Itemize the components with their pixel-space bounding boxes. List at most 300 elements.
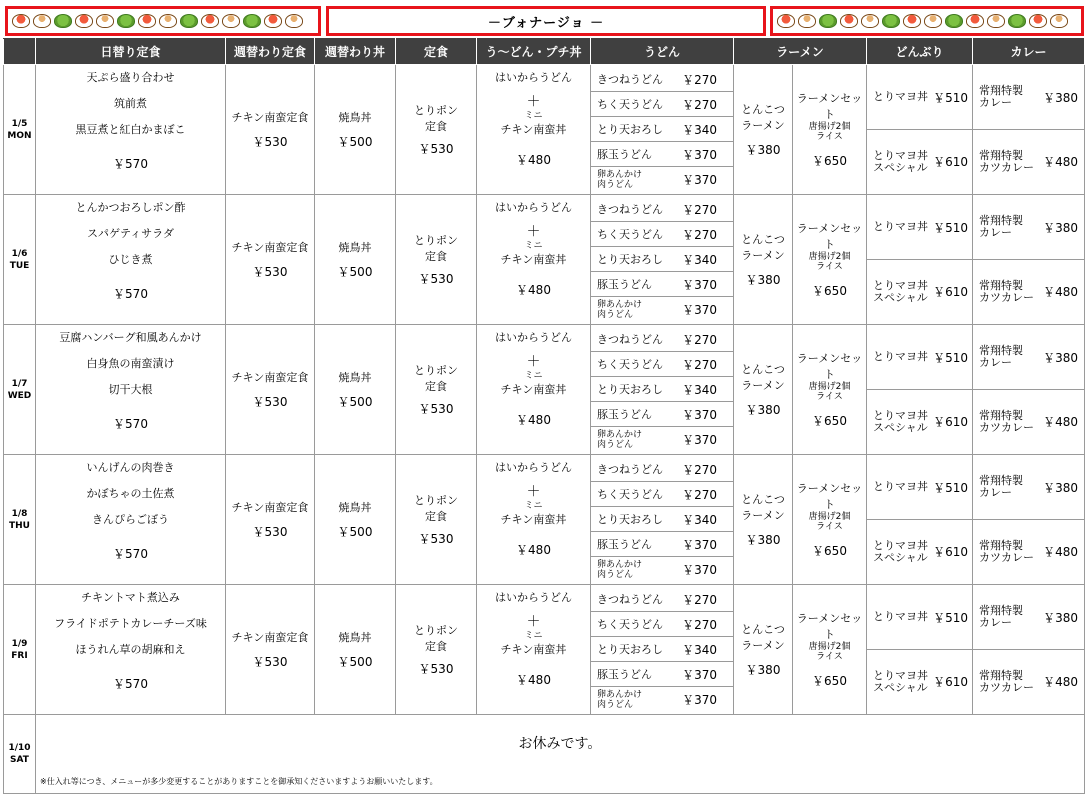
udon-name: ちく天うどん (597, 488, 663, 501)
daily-dish: 天ぷら盛り合わせ (86, 71, 175, 84)
sushi-icon (201, 14, 219, 28)
udon-item (591, 352, 733, 377)
ramen-set-name: ラーメンセット (796, 92, 863, 121)
udon-combo-side: チキン南蛮丼 (500, 383, 567, 396)
ramen-tonkotsu-cell (734, 585, 793, 715)
donburi-price: ￥510 (933, 220, 968, 235)
ramen-set-price: ￥650 (812, 544, 847, 558)
udon-price: ￥370 (682, 277, 717, 292)
curry-price: ￥480 (1043, 415, 1078, 429)
teishoku-cell (396, 455, 477, 585)
udon-list-cell (591, 455, 734, 585)
curry-price: ￥480 (1043, 545, 1078, 559)
udon-item (591, 67, 733, 92)
header-udon-combo: う～どん・プチ丼 (477, 39, 591, 65)
udon-combo-cell (477, 195, 591, 325)
daily-price: ￥570 (113, 677, 148, 691)
plus-sign: ＋ (526, 94, 541, 110)
donburi-item (867, 130, 972, 194)
menu-change-note: ※仕入れ等につき、メニューが多少変更することがありますことを御承知くださいますようお願いいたします。 (40, 777, 438, 786)
ramen-set-karaage: 唐揚げ2個 (808, 512, 851, 522)
udon-combo-main: はいからうどん (495, 71, 572, 84)
udon-combo-mini: ミニ (524, 371, 543, 381)
donburi-cell (867, 455, 973, 585)
udon-name: 豚玉うどん (597, 538, 652, 551)
curry-price: ￥480 (1043, 675, 1078, 689)
sushi-icon (945, 14, 963, 28)
teishoku-price: ￥530 (418, 532, 454, 546)
curry-price: ￥480 (1043, 285, 1078, 299)
sushi-icon (75, 14, 93, 28)
curry-item (973, 260, 1084, 324)
weekly-set-name: チキン南蛮定食 (231, 631, 309, 644)
udon-list (591, 67, 733, 192)
udon-price: ￥270 (682, 72, 717, 87)
header-weekly-set: 週替わり定食 (226, 39, 315, 65)
header-teishoku: 定食 (396, 39, 477, 65)
udon-name: 豚玉うどん (597, 148, 652, 161)
donburi-price: ￥610 (933, 415, 968, 429)
udon-item (591, 637, 733, 662)
donburi-item (867, 650, 972, 714)
weekly-don-cell (315, 195, 396, 325)
udon-name: きつねうどん (597, 73, 663, 86)
sushi-icon (840, 14, 858, 28)
curry-cell (973, 585, 1085, 715)
curry-cell (973, 65, 1085, 195)
day-label (4, 585, 36, 715)
udon-list (591, 197, 733, 322)
ramen-set-name: ラーメンセット (796, 222, 863, 251)
donburi-item (867, 326, 972, 390)
header-daily-set: 日替り定食 (36, 39, 226, 65)
donburi-name: とりマヨ丼 スペシャル (873, 148, 928, 174)
udon-price: ￥370 (682, 537, 717, 552)
teishoku-cell (396, 195, 477, 325)
weekly-set-price: ￥530 (252, 395, 288, 409)
curry-name: 常翔特製 カツカレー (979, 148, 1034, 174)
header-curry: カレー (973, 39, 1085, 65)
ramen-set-price: ￥650 (812, 154, 847, 168)
udon-item (591, 482, 733, 507)
sushi-icon (33, 14, 51, 28)
sushi-icon (12, 14, 30, 28)
sushi-icon (117, 14, 135, 28)
day-row (4, 65, 1085, 195)
udon-name: 卵あんかけ 肉うどん (597, 169, 643, 190)
udon-list-cell (591, 325, 734, 455)
udon-price: ￥270 (682, 617, 717, 632)
donburi-price: ￥510 (933, 610, 968, 625)
daily-dish: かぼちゃの土佐煮 (86, 487, 175, 500)
weekly-set-cell (226, 455, 315, 585)
curry-name: 常翔特製 カツカレー (979, 538, 1034, 564)
ramen-tonkotsu-cell (734, 65, 793, 195)
curry-cell (973, 325, 1085, 455)
udon-combo-main: はいからうどん (495, 331, 572, 344)
teishoku-cell (396, 325, 477, 455)
udon-price: ￥370 (682, 667, 717, 682)
donburi-item (867, 260, 972, 324)
holiday-cell (36, 715, 1085, 794)
udon-price: ￥370 (682, 433, 717, 447)
ramen-tonkotsu-name: とんこつ ラーメン (741, 233, 785, 262)
weekly-set-cell (226, 195, 315, 325)
udon-name: 豚玉うどん (597, 668, 652, 681)
udon-item (591, 272, 733, 297)
udon-item (591, 92, 733, 117)
daily-dish: チキントマト煮込み (81, 591, 180, 604)
udon-list (591, 327, 733, 452)
teishoku-cell (396, 65, 477, 195)
udon-name: ちく天うどん (597, 228, 663, 241)
plus-sign: ＋ (526, 354, 541, 370)
udon-name: ちく天うどん (597, 618, 663, 631)
daily-dish: いんげんの肉巻き (86, 461, 175, 474)
ramen-set-rice: ライス (816, 132, 843, 142)
udon-list-cell (591, 65, 734, 195)
donburi-item (867, 390, 972, 454)
donburi-name: とりマヨ丼 スペシャル (873, 538, 928, 564)
weekly-set-price: ￥530 (252, 655, 288, 669)
sushi-icon (264, 14, 282, 28)
ramen-tonkotsu-name: とんこつ ラーメン (741, 103, 785, 132)
header-weekly-don: 週替わり丼 (315, 39, 396, 65)
teishoku-name: とりポン 定食 (414, 104, 458, 133)
sushi-icon (861, 14, 879, 28)
donburi-item (867, 456, 972, 520)
curry-name: 常翔特製 カツカレー (979, 408, 1034, 434)
udon-combo-cell (477, 325, 591, 455)
column-header-row (4, 39, 1085, 65)
weekly-set-name: チキン南蛮定食 (231, 111, 309, 124)
weekly-don-name: 焼鳥丼 (338, 371, 372, 384)
udon-item (591, 402, 733, 427)
ramen-tonkotsu-price: ￥380 (745, 403, 781, 417)
weekly-set-name: チキン南蛮定食 (231, 241, 309, 254)
curry-item (973, 650, 1084, 714)
donburi-price: ￥610 (933, 545, 968, 559)
donburi-item (867, 520, 972, 584)
plus-sign: ＋ (526, 224, 541, 240)
donburi-name: とりマヨ丼 (873, 220, 928, 233)
day-row (4, 585, 1085, 715)
weekly-don-price: ￥500 (337, 525, 373, 539)
banner-decoration-right (770, 6, 1084, 36)
donburi-item (867, 66, 972, 130)
sushi-icon (180, 14, 198, 28)
udon-combo-price: ￥480 (516, 153, 551, 167)
udon-name: 豚玉うどん (597, 408, 652, 421)
donburi-price: ￥510 (933, 90, 968, 105)
udon-list (591, 457, 733, 582)
curry-name: 常翔特製 カレー (979, 214, 1023, 239)
donburi-name: とりマヨ丼 スペシャル (873, 668, 928, 694)
teishoku-price: ￥530 (418, 402, 454, 416)
ramen-tonkotsu-price: ￥380 (745, 143, 781, 157)
curry-item (973, 390, 1084, 454)
udon-item (591, 457, 733, 482)
weekly-don-price: ￥500 (337, 135, 373, 149)
curry-name: 常翔特製 カレー (979, 84, 1023, 109)
donburi-cell (867, 325, 973, 455)
day-label (4, 195, 36, 325)
donburi-item (867, 586, 972, 650)
weekly-menu-table (3, 38, 1085, 794)
udon-price: ￥270 (682, 357, 717, 372)
day-date: 1/6 (11, 248, 28, 259)
daily-dish: 切干大根 (108, 383, 153, 396)
daily-price: ￥570 (113, 547, 148, 561)
udon-combo-mini: ミニ (524, 631, 543, 641)
udon-combo-price: ￥480 (516, 283, 551, 297)
ramen-tonkotsu-price: ￥380 (745, 273, 781, 287)
udon-list (591, 587, 733, 712)
udon-combo-cell (477, 455, 591, 585)
udon-combo-side: チキン南蛮丼 (500, 513, 567, 526)
sushi-icon (1050, 14, 1068, 28)
sushi-icon (222, 14, 240, 28)
sushi-icon (1029, 14, 1047, 28)
weekly-set-cell (226, 325, 315, 455)
daily-dish: 筑前煮 (114, 97, 147, 110)
udon-price: ￥340 (682, 512, 717, 527)
daily-dish: ひじき煮 (108, 253, 153, 266)
day-of-week: MON (7, 130, 32, 141)
sushi-decoration (773, 14, 1068, 28)
sushi-decoration (8, 14, 303, 28)
curry-item (973, 196, 1084, 260)
ramen-set-name: ラーメンセット (796, 482, 863, 511)
weekly-set-price: ￥530 (252, 265, 288, 279)
sushi-icon (777, 14, 795, 28)
holiday-message: お休みです。 (518, 736, 602, 752)
ramen-set-cell (793, 585, 867, 715)
udon-combo-main: はいからうどん (495, 201, 572, 214)
curry-price: ￥380 (1043, 480, 1078, 495)
teishoku-name: とりポン 定食 (414, 624, 458, 653)
udon-item (591, 167, 733, 192)
udon-item (591, 507, 733, 532)
weekly-set-name: チキン南蛮定食 (231, 501, 309, 514)
udon-combo-price: ￥480 (516, 543, 551, 557)
udon-name: とり天おろし (597, 383, 663, 396)
sushi-icon (819, 14, 837, 28)
udon-combo-main: はいからうどん (495, 591, 572, 604)
donburi-name: とりマヨ丼 (873, 610, 928, 623)
udon-name: 卵あんかけ 肉うどん (597, 299, 643, 320)
udon-item (591, 662, 733, 687)
curry-price: ￥480 (1043, 155, 1078, 169)
sushi-icon (798, 14, 816, 28)
udon-name: 卵あんかけ 肉うどん (597, 559, 643, 580)
sushi-icon (987, 14, 1005, 28)
udon-item (591, 247, 733, 272)
udon-name: とり天おろし (597, 123, 663, 136)
udon-combo-mini: ミニ (524, 501, 543, 511)
udon-item (591, 532, 733, 557)
ramen-set-price: ￥650 (812, 674, 847, 688)
ramen-set-rice: ライス (816, 392, 843, 402)
udon-combo-side: チキン南蛮丼 (500, 643, 567, 656)
udon-price: ￥270 (682, 202, 717, 217)
donburi-cell (867, 65, 973, 195)
ramen-set-karaage: 唐揚げ2個 (808, 122, 851, 132)
day-of-week: SAT (10, 755, 29, 765)
udon-name: 豚玉うどん (597, 278, 652, 291)
sushi-icon (243, 14, 261, 28)
donburi-name: とりマヨ丼 (873, 350, 928, 363)
donburi-price: ￥510 (933, 480, 968, 495)
daily-set-cell (36, 585, 226, 715)
weekly-don-name: 焼鳥丼 (338, 111, 372, 124)
donburi-name: とりマヨ丼 スペシャル (873, 278, 928, 304)
udon-item (591, 297, 733, 322)
weekly-set-price: ￥530 (252, 525, 288, 539)
teishoku-name: とりポン 定食 (414, 364, 458, 393)
curry-item (973, 66, 1084, 130)
sushi-icon (54, 14, 72, 28)
sushi-icon (924, 14, 942, 28)
day-date: 1/8 (11, 508, 28, 519)
udon-name: きつねうどん (597, 333, 663, 346)
teishoku-cell (396, 585, 477, 715)
ramen-set-cell (793, 325, 867, 455)
sushi-icon (1008, 14, 1026, 28)
udon-name: とり天おろし (597, 643, 663, 656)
donburi-price: ￥610 (933, 285, 968, 299)
ramen-tonkotsu-cell (734, 325, 793, 455)
curry-price: ￥380 (1043, 610, 1078, 625)
daily-dish: とんかつおろしポン酢 (75, 201, 186, 214)
udon-item (591, 557, 733, 582)
day-label (4, 455, 36, 585)
day-date: 1/7 (11, 378, 28, 389)
donburi-price: ￥510 (933, 350, 968, 365)
daily-dish: ほうれん草の胡麻和え (75, 643, 186, 656)
weekly-set-name: チキン南蛮定食 (231, 371, 309, 384)
udon-item (591, 142, 733, 167)
weekly-don-price: ￥500 (337, 265, 373, 279)
udon-price: ￥340 (682, 382, 717, 397)
sushi-icon (903, 14, 921, 28)
header-day-blank (4, 39, 36, 65)
day-label (4, 325, 36, 455)
day-label (4, 715, 36, 794)
udon-item (591, 222, 733, 247)
udon-price: ￥340 (682, 252, 717, 267)
daily-price: ￥570 (113, 287, 148, 301)
curry-item (973, 520, 1084, 584)
ramen-set-cell (793, 455, 867, 585)
donburi-cell (867, 585, 973, 715)
day-row (4, 325, 1085, 455)
daily-dish: スパゲティサラダ (86, 227, 174, 240)
curry-name: 常翔特製 カレー (979, 604, 1023, 629)
weekly-don-cell (315, 585, 396, 715)
daily-set-cell (36, 325, 226, 455)
ramen-tonkotsu-cell (734, 455, 793, 585)
header-udon: うどん (591, 39, 734, 65)
udon-item (591, 327, 733, 352)
daily-dish: フライドポテトカレーチーズ味 (54, 617, 207, 630)
day-of-week: THU (9, 520, 30, 531)
ramen-tonkotsu-name: とんこつ ラーメン (741, 363, 785, 392)
day-of-week: WED (7, 390, 32, 401)
udon-item (591, 427, 733, 452)
udon-combo-mini: ミニ (524, 111, 543, 121)
udon-item (591, 587, 733, 612)
donburi-name: とりマヨ丼 (873, 90, 928, 103)
udon-name: きつねうどん (597, 203, 663, 216)
udon-name: きつねうどん (597, 463, 663, 476)
weekly-don-cell (315, 455, 396, 585)
curry-name: 常翔特製 カレー (979, 474, 1023, 499)
udon-item (591, 377, 733, 402)
udon-price: ￥370 (682, 303, 717, 317)
udon-price: ￥270 (682, 227, 717, 242)
udon-price: ￥370 (682, 173, 717, 187)
sushi-icon (966, 14, 984, 28)
udon-item (591, 117, 733, 142)
curry-name: 常翔特製 カレー (979, 344, 1023, 369)
plus-sign: ＋ (526, 484, 541, 500)
day-row (4, 195, 1085, 325)
udon-price: ￥370 (682, 407, 717, 422)
day-label (4, 65, 36, 195)
udon-name: とり天おろし (597, 513, 663, 526)
udon-combo-price: ￥480 (516, 673, 551, 687)
udon-price: ￥370 (682, 563, 717, 577)
udon-price: ￥270 (682, 462, 717, 477)
ramen-set-cell (793, 195, 867, 325)
ramen-set-price: ￥650 (812, 414, 847, 428)
daily-dish: 白身魚の南蛮漬け (86, 357, 175, 370)
donburi-price: ￥610 (933, 675, 968, 689)
ramen-tonkotsu-cell (734, 195, 793, 325)
ramen-set-name: ラーメンセット (796, 352, 863, 381)
udon-list-cell (591, 585, 734, 715)
day-of-week: TUE (9, 260, 30, 271)
daily-set-cell (36, 65, 226, 195)
teishoku-name: とりポン 定食 (414, 234, 458, 263)
udon-name: 卵あんかけ 肉うどん (597, 429, 643, 450)
udon-combo-side: チキン南蛮丼 (500, 253, 567, 266)
page-title: －ブォナージョ － (326, 6, 766, 36)
saturday-row (4, 715, 1085, 794)
curry-price: ￥380 (1043, 220, 1078, 235)
udon-price: ￥370 (682, 693, 717, 707)
udon-combo-main: はいからうどん (495, 461, 572, 474)
ramen-set-price: ￥650 (812, 284, 847, 298)
weekly-don-name: 焼鳥丼 (338, 631, 372, 644)
udon-name: ちく天うどん (597, 98, 663, 111)
curry-item (973, 586, 1084, 650)
udon-list-cell (591, 195, 734, 325)
donburi-cell (867, 195, 973, 325)
curry-price: ￥380 (1043, 350, 1078, 365)
day-of-week: FRI (11, 650, 28, 661)
ramen-set-karaage: 唐揚げ2個 (808, 642, 851, 652)
udon-price: ￥270 (682, 592, 717, 607)
udon-price: ￥270 (682, 97, 717, 112)
sushi-icon (96, 14, 114, 28)
udon-combo-side: チキン南蛮丼 (500, 123, 567, 136)
ramen-tonkotsu-name: とんこつ ラーメン (741, 493, 785, 522)
udon-combo-cell (477, 65, 591, 195)
udon-name: 卵あんかけ 肉うどん (597, 689, 643, 710)
daily-dish: 豆腐ハンバーグ和風あんかけ (59, 331, 202, 344)
